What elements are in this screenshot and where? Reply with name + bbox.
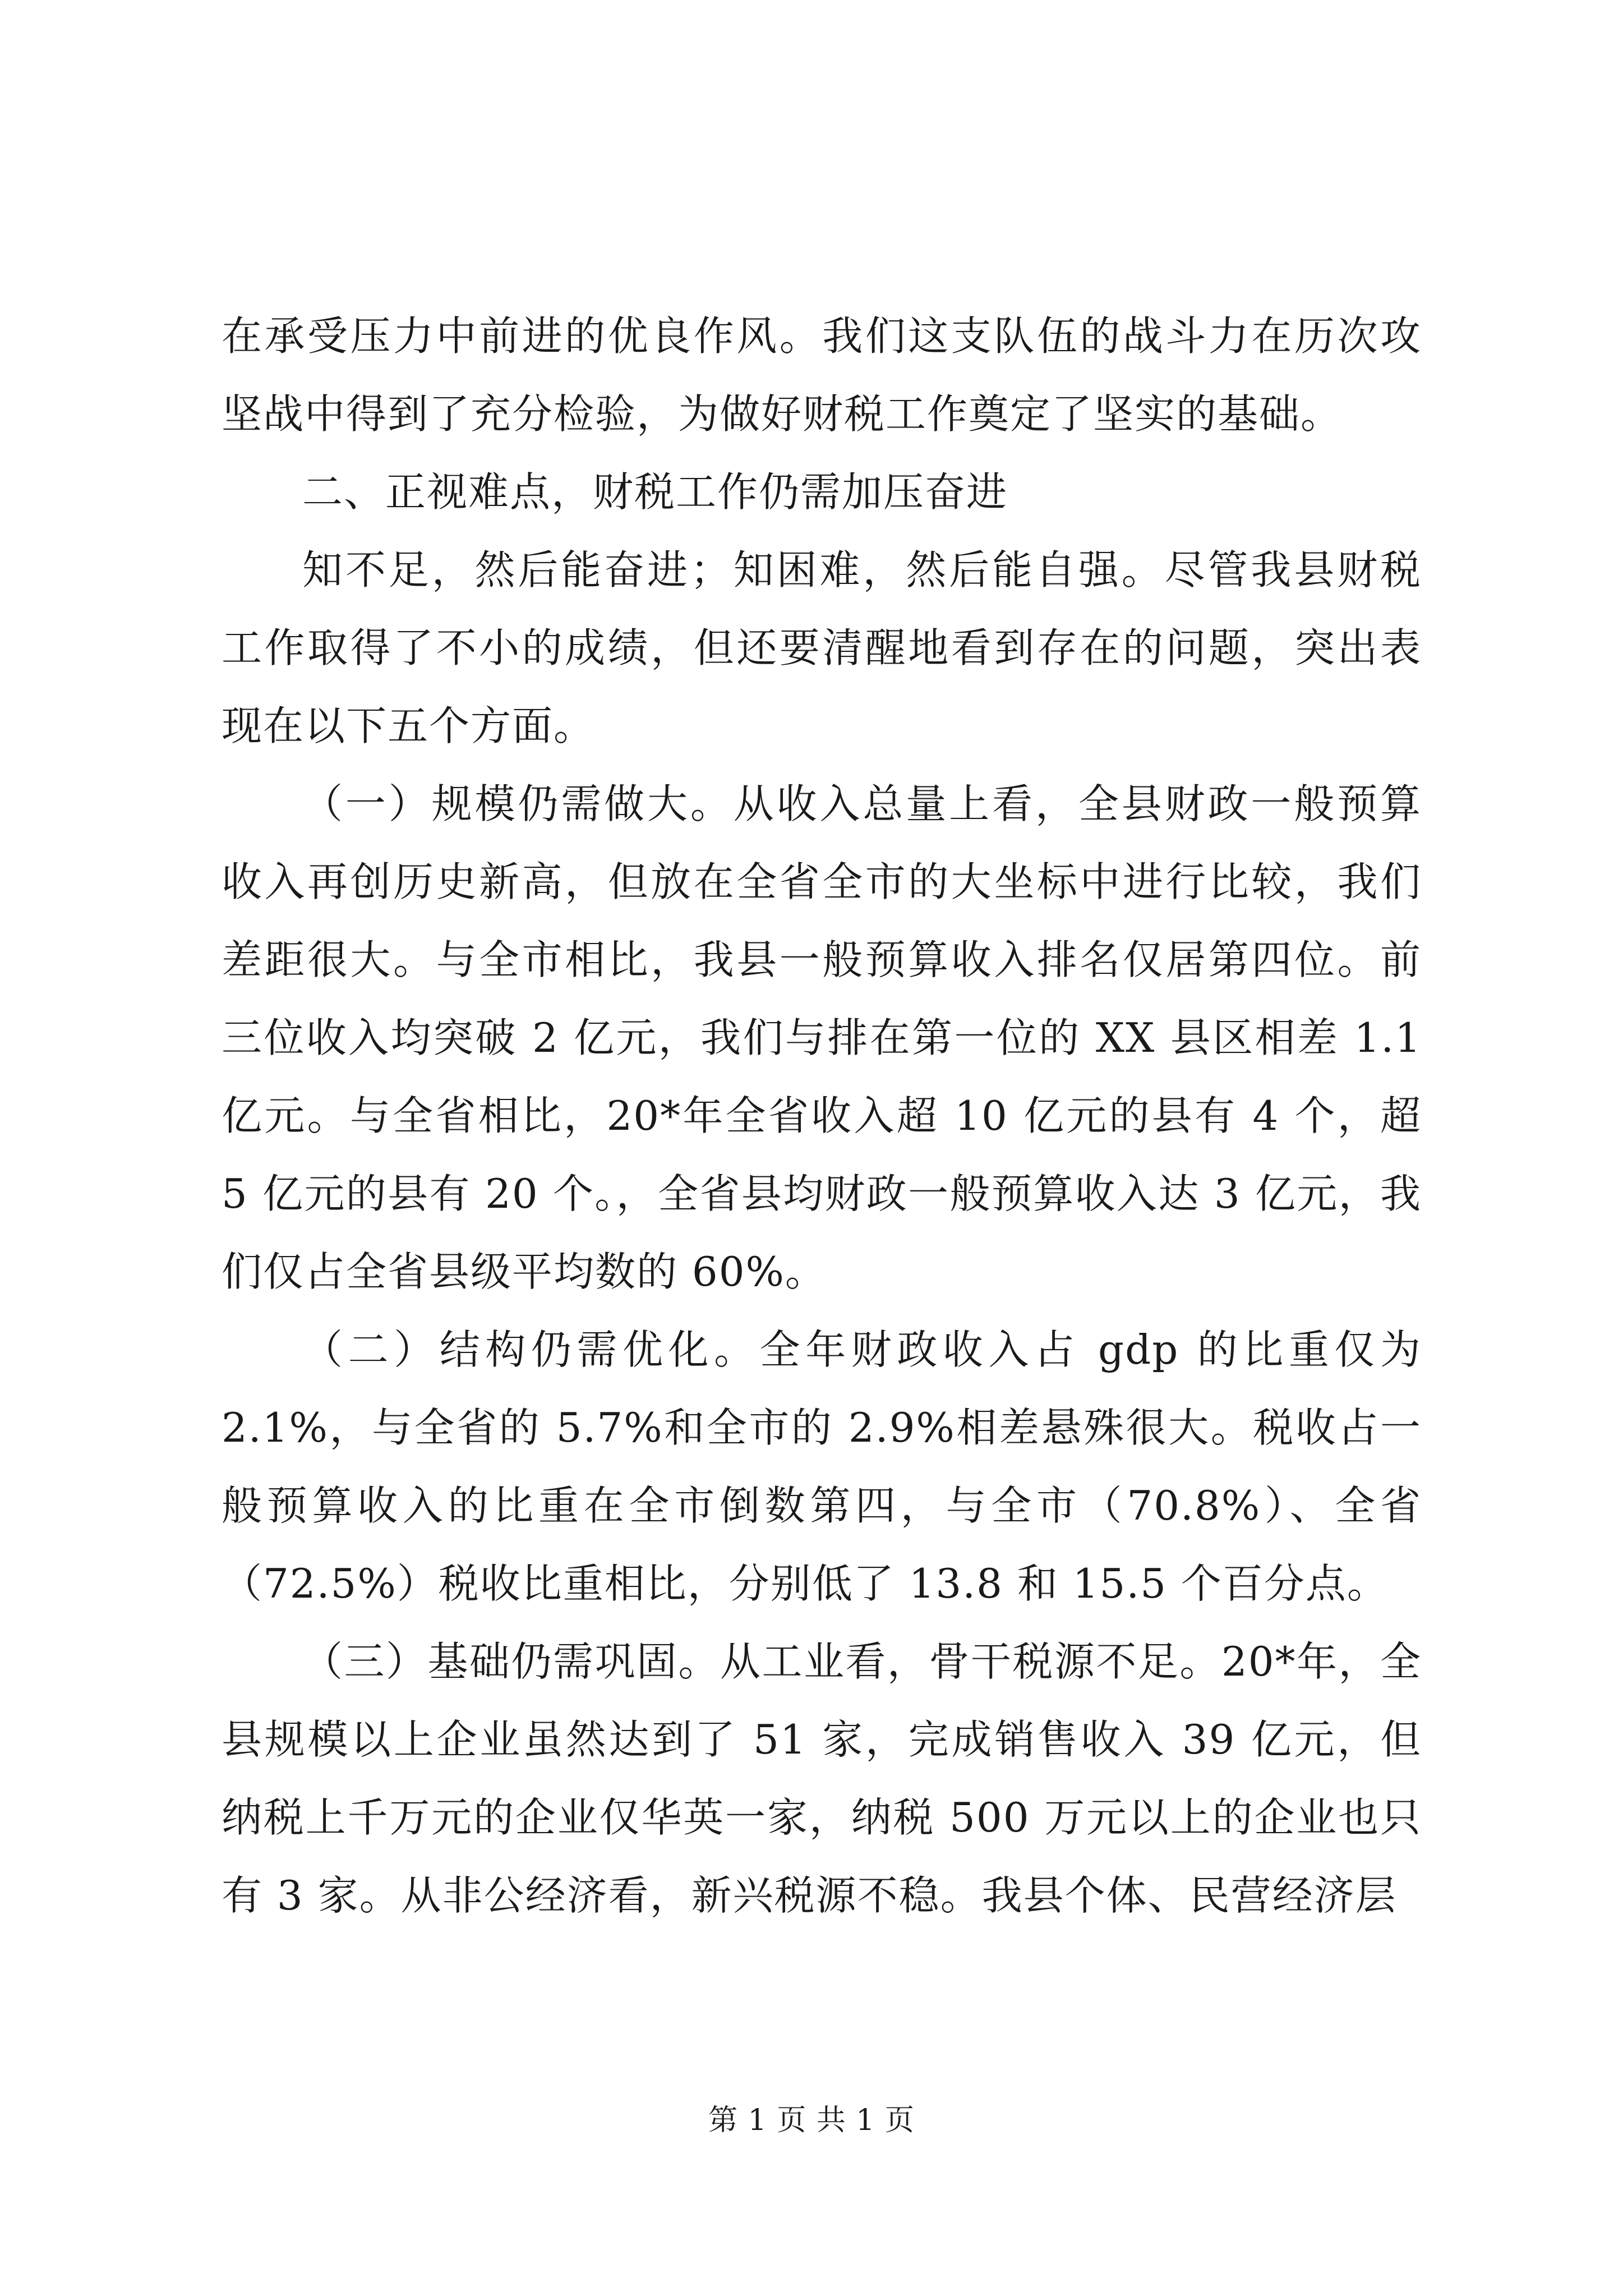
document-body — [222, 297, 1422, 1935]
section-heading: 二、正视难点，财税工作仍需加压奋进 — [302, 468, 1008, 516]
paragraph-continuation: 在承受压力中前进的优良作风。我们这支队伍的战斗力在历次攻坚战中得到了充分检验，为做好财税工作奠定了坚实的基础。 — [222, 312, 1422, 438]
paragraph-structure: （二）结构仍需优化。全年财政收入占 gdp 的比重仅为 2.1%，与全省的 5.7%和全市的 2.9%相差悬殊很大。税收占一般预算收入的比重在全市倒数第四，与全市（70.8%）、全省（72.5%）税收比重相比，分别低了 13.8 和 15.5 个百分点。 — [222, 1326, 1422, 1607]
paragraph-scale: （一）规模仍需做大。从收入总量上看，全县财政一般预算收入再创历史新高，但放在全省全市的大坐标中进行比较，我们差距很大。与全市相比，我县一般预算收入排名仅居第四位。前三位收入均突破 2 亿元，我们与排在第一位的 XX 县区相差 1.1 亿元。与全省相比，20*年全省收入超 10 亿元的县有 4 个，超 5 亿元的县有 20 个。，全省县均财政一般预算收入达 3 亿元，我们仅占全省县级平均数的 60%。 — [222, 780, 1422, 1295]
page-number-label: 第 1 页 共 1 页 — [708, 2104, 915, 2137]
page-footer — [0, 2101, 1623, 2140]
paragraph-foundation: （三）基础仍需巩固。从工业看，骨干税源不足。20*年，全县规模以上企业虽然达到了 51 家，完成销售收入 39 亿元，但纳税上千万元的企业仅华英一家，纳税 500 万元以上的企业也只有 3 家。从非公经济看，新兴税源不稳。我县个体、民营经济层 — [222, 1638, 1422, 1919]
paragraph-intro: 知不足，然后能奋进；知困难，然后能自强。尽管我县财税工作取得了不小的成绩，但还要清醒地看到存在的问题，突出表现在以下五个方面。 — [222, 546, 1422, 749]
